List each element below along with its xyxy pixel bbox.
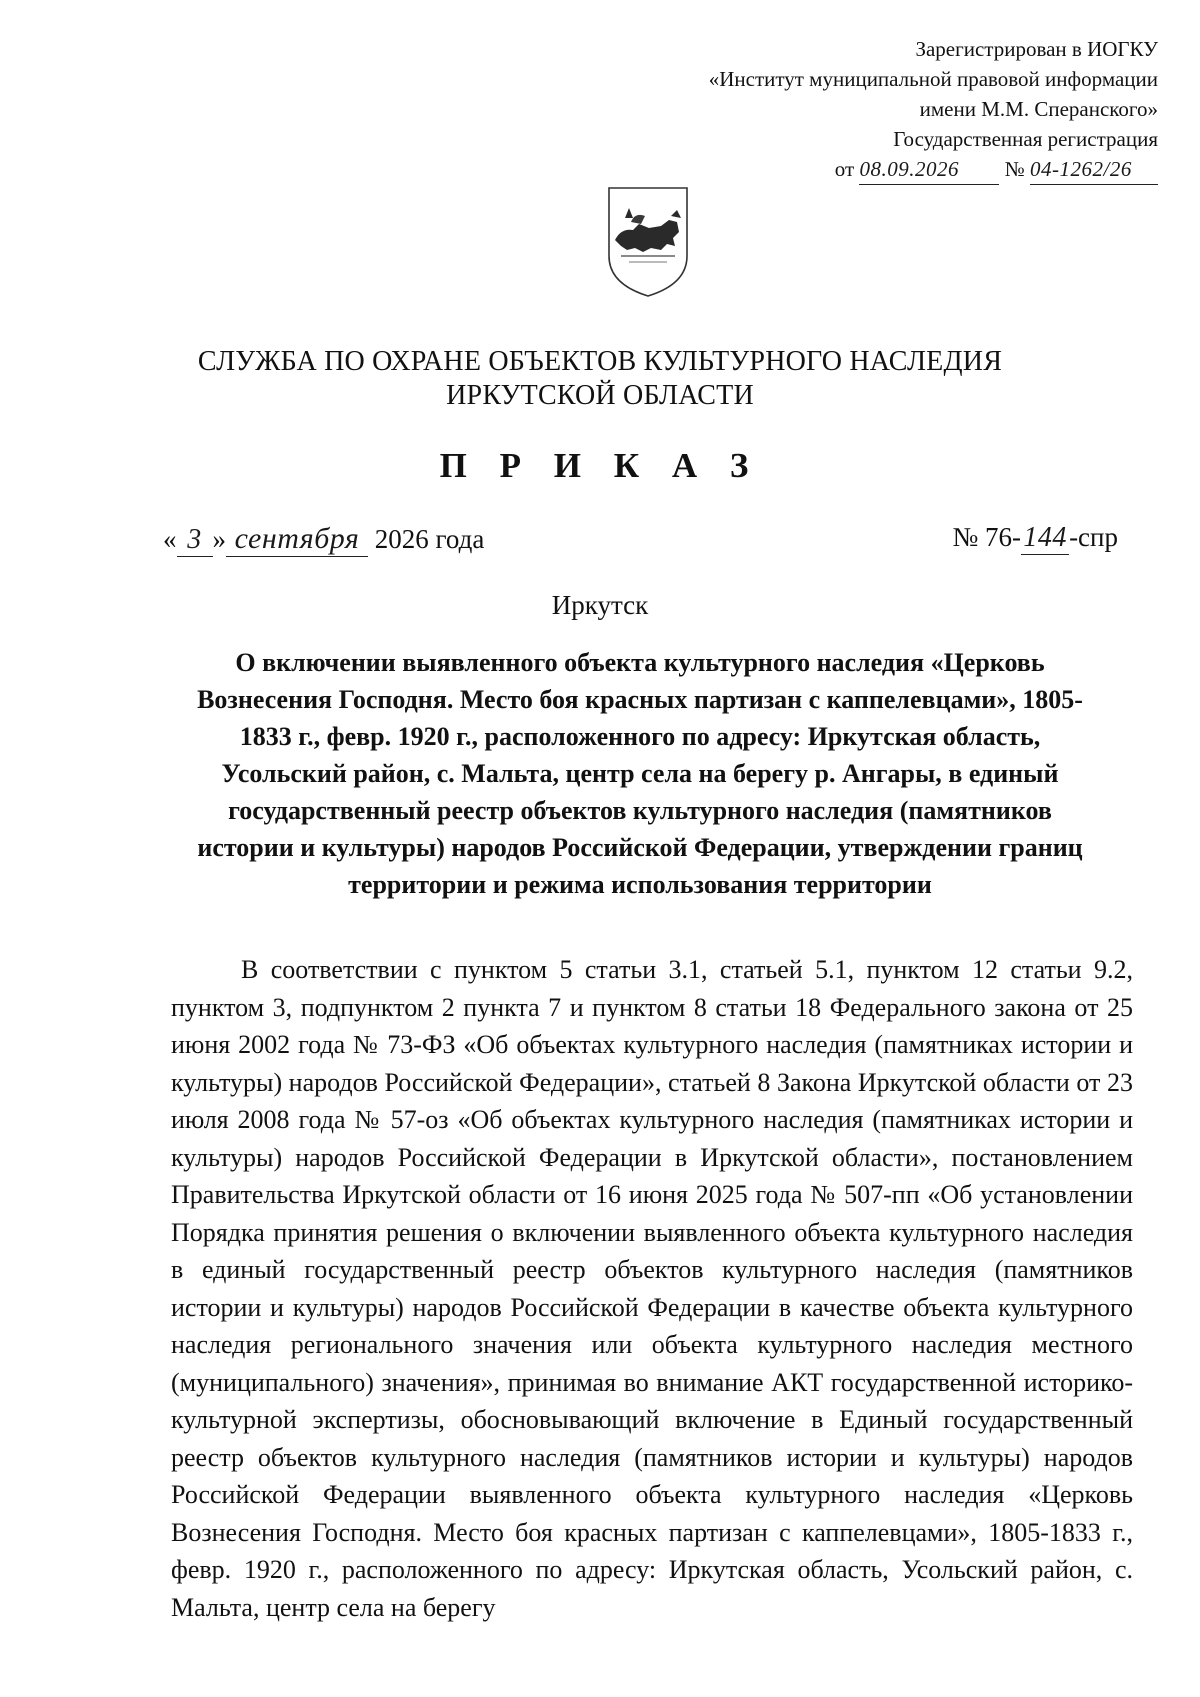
registration-date-field (859, 154, 999, 185)
registration-number-label: № (1004, 157, 1025, 181)
order-number-handwritten: 144 (1023, 522, 1067, 553)
date-day-handwritten: 3 (187, 524, 202, 555)
registration-line-3: имени М.М. Сперанского» (919, 97, 1158, 121)
registration-line-4: Государственная регистрация (893, 127, 1158, 151)
registration-number-field (1030, 154, 1158, 185)
organization-line-2: ИРКУТСКОЙ ОБЛАСТИ (446, 380, 754, 411)
irkutsk-coat-of-arms-icon (605, 182, 691, 300)
order-number-suffix: -спр (1069, 522, 1118, 552)
order-number-prefix: № 76- (952, 522, 1022, 552)
date-month-field (226, 522, 368, 557)
registration-stamp (598, 34, 1158, 185)
order-date (163, 522, 484, 557)
registration-line-1: Зарегистрирован в ИОГКУ (915, 37, 1158, 61)
registration-line-5 (598, 154, 1158, 185)
order-body-paragraph: В соответствии с пунктом 5 статьи 3.1, статьей 5.1, пунктом 12 статьи 9.2, пунктом 3, подпунктом 2 пункта 7 и пунктом 8 статьи 18 Федерального закона от 25 июня 2002 года № 73-ФЗ «Об объектах культурного наследия (памятниках истории и культуры) народов Российской Федерации», статьей 8 Закона Иркутской области от 23 июля 2008 года № 57-оз «Об объектах культурного наследия (памятниках истории и культуры) народов Российской Федерации в Иркутской области», постановлением Правительства Иркутской области от 16 июня 2025 года № 507-пп «Об установлении Порядка принятия решения о включении выявленного объекта культурного наследия в единый государственный реестр объектов культурного наследия (памятников истории и культуры) народов Российской Федерации в качестве объекта культурного наследия регионального значения или объекта культурного наследия местного (муниципального) значения», принимая во внимание АКТ государственной историко-культурной экспертизы, обосновывающий включение в Единый государственный реестр объектов культурного наследия (памятников истории и культуры) народов Российской Федерации выявленного объекта культурного наследия «Церковь Вознесения Господня. Место боя красных партизан с каппелевцами», 1805-1833 г., февр. 1920 г., расположенного по адресу: Иркутская область, Усольский район, с. Мальта, центр села на берегу (171, 955, 1133, 1622)
registration-number-handwritten: 04-1262/26 (1030, 157, 1132, 181)
organization-name (0, 345, 1200, 413)
order-number-field (1021, 522, 1069, 555)
order-subject-heading: О включении выявленного объекта культурного наследия «Церковь Вознесения Господня. Место боя красных партизан с каппелевцами», 1805-1833 г., февр. 1920 г., расположенного по адресу: Иркутская область, Усольский район, с. Мальта, центр села на берегу р. Ангары, в единый государственный реестр объектов культурного наследия (памятников истории и культуры) народов Российской Федерации, утверждении границ территории и режима использования территории (197, 648, 1083, 899)
date-quote-open: « (163, 524, 177, 554)
registration-from-label: от (834, 157, 855, 181)
date-quote-close: » (212, 524, 226, 554)
city-name: Иркутск (551, 590, 649, 620)
registration-date-handwritten: 08.09.2026 (859, 157, 959, 181)
date-month-handwritten: сентября (234, 522, 360, 555)
document-type-title: П Р И К А З (439, 446, 761, 485)
date-year: 2026 года (374, 524, 485, 554)
organization-line-1: СЛУЖБА ПО ОХРАНЕ ОБЪЕКТОВ КУЛЬТУРНОГО НАСЛЕДИЯ (197, 346, 1003, 377)
registration-line-2: «Институт муниципальной правовой информации (708, 67, 1158, 91)
order-number (953, 522, 1118, 555)
date-day-field (177, 524, 213, 557)
